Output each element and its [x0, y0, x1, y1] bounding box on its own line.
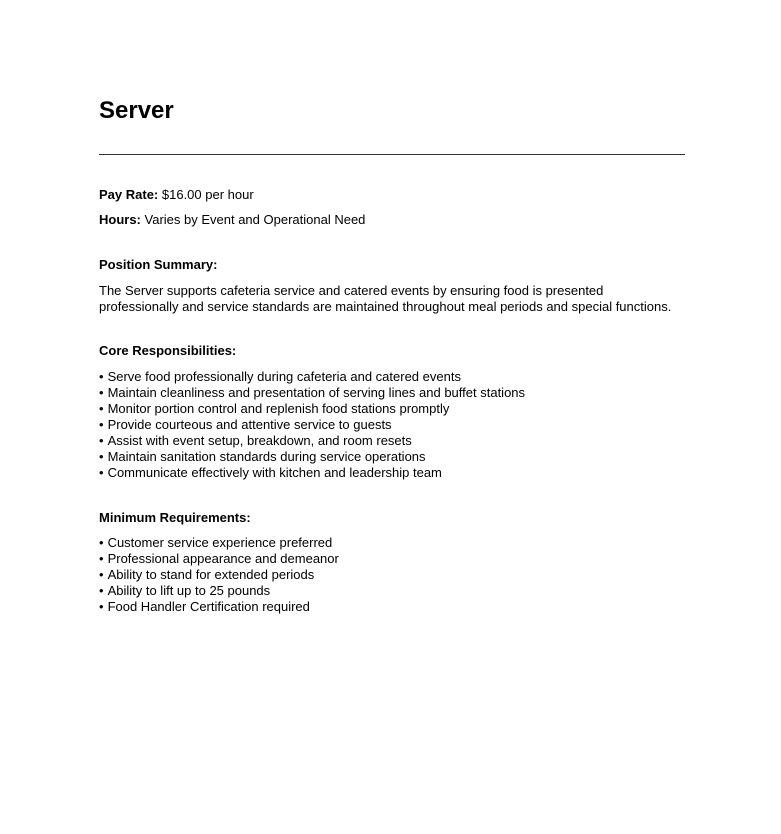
hours-label: Hours: [99, 212, 141, 227]
core-responsibilities-list [99, 369, 525, 481]
list-item [99, 417, 525, 433]
list-item-text: Monitor portion control and replenish food stations promptly [107, 401, 450, 416]
list-item [99, 433, 525, 449]
bullet-icon: • [99, 401, 104, 416]
list-item-text: Customer service experience preferred [107, 535, 333, 550]
list-item-text: Professional appearance and demeanor [107, 551, 339, 566]
bullet-icon: • [99, 465, 104, 480]
position-summary-heading: Position Summary: [99, 257, 218, 272]
list-item-text: Serve food professionally during cafeteria and catered events [107, 369, 461, 384]
list-item-text: Assist with event setup, breakdown, and room resets [107, 433, 412, 448]
list-item-text: Maintain sanitation standards during service operations [107, 449, 426, 464]
list-item [99, 551, 339, 567]
list-item [99, 567, 339, 583]
summary-line: The Server supports cafeteria service and catered events by ensuring food is presented [99, 283, 604, 298]
list-item-text: Ability to stand for extended periods [107, 567, 315, 582]
position-summary-text [99, 283, 699, 315]
core-responsibilities-heading: Core Responsibilities: [99, 343, 237, 358]
bullet-icon: • [99, 385, 104, 400]
bullet-icon: • [99, 535, 104, 550]
list-item [99, 535, 339, 551]
minimum-requirements-list [99, 535, 339, 615]
list-item [99, 449, 525, 465]
list-item-text: Maintain cleanliness and presentation of serving lines and buffet stations [107, 385, 526, 400]
list-item-text: Provide courteous and attentive service to guests [107, 417, 392, 432]
hours-value: Varies by Event and Operational Need [144, 212, 366, 227]
list-item-text: Food Handler Certification required [107, 599, 310, 614]
summary-line: professionally and service standards are maintained throughout meal periods and special functions. [99, 299, 672, 314]
bullet-icon: • [99, 599, 104, 614]
list-item-text: Communicate effectively with kitchen and leadership team [107, 465, 442, 480]
bullet-icon: • [99, 449, 104, 464]
job-title: Server [99, 97, 174, 124]
bullet-icon: • [99, 369, 104, 384]
pay-rate-value: $16.00 per hour [161, 187, 254, 202]
bullet-icon: • [99, 433, 104, 448]
list-item [99, 369, 525, 385]
list-item [99, 385, 525, 401]
pay-rate-label: Pay Rate: [99, 187, 159, 202]
bullet-icon: • [99, 551, 104, 566]
minimum-requirements-heading: Minimum Requirements: [99, 510, 251, 525]
list-item-text: Ability to lift up to 25 pounds [107, 583, 271, 598]
list-item [99, 583, 339, 599]
pay-rate-line [99, 187, 254, 203]
bullet-icon: • [99, 583, 104, 598]
list-item [99, 465, 525, 481]
title-divider [99, 154, 685, 155]
list-item [99, 401, 525, 417]
bullet-icon: • [99, 567, 104, 582]
list-item [99, 599, 339, 615]
hours-line [99, 212, 365, 228]
bullet-icon: • [99, 417, 104, 432]
